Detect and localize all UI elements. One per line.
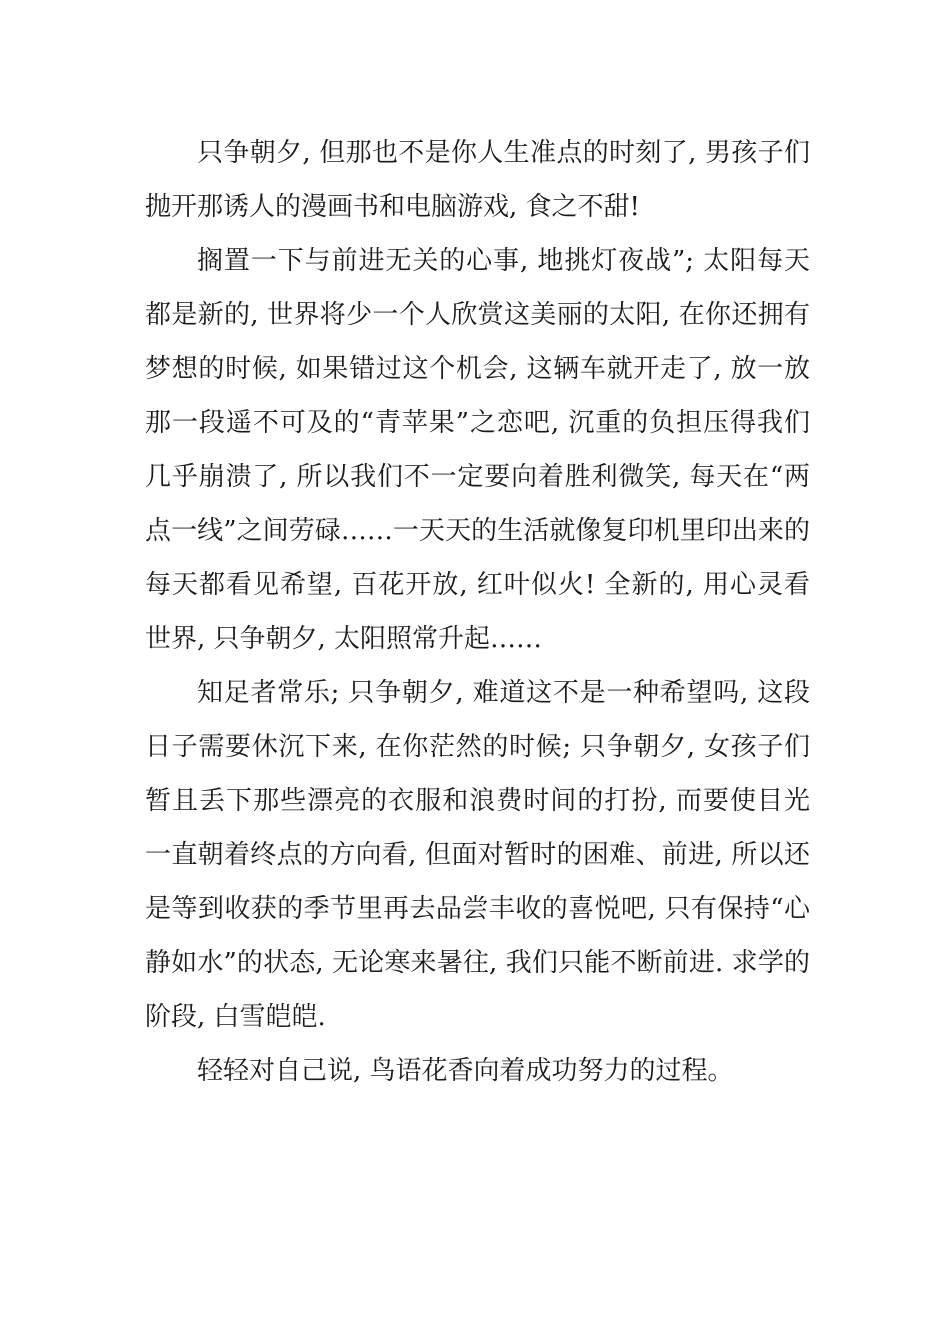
paragraph: 知足者常乐; 只争朝夕, 难道这不是一种希望吗, 这段日子需要休沉下来, 在你茫然的时候; 只争朝夕, 女孩子们暂且丢下那些漂亮的衣服和浪费时间的打扮, 而要使目光一直朝着终点的方向看, 但面对暂时的困难、前进, 所以还是等到收获的季节里再去品尝丰收的喜悦吧, 只有保持“心静如水”的状态, 无论寒来暑往, 我们只能不断前进. 求学的阶段, 白雪皑皑.	[145, 678, 810, 1032]
document-body	[145, 126, 810, 1098]
paragraph: 搁置一下与前进无关的心事, 地挑灯夜战”; 太阳每天都是新的, 世界将少一个人欣赏这美丽的太阳, 在你还拥有梦想的时候, 如果错过这个机会, 这辆车就开走了, 放一放那一段遥不可及的“青苹果”之恋吧, 沉重的负担压得我们几乎崩溃了, 所以我们不一定要向着胜利微笑, 每天在“两点一线”之间劳碌……一天天的生活就像复印机里印出来的每天都看见希望, 百花开放, 红叶似火! 全新的, 用心灵看世界, 只争朝夕, 太阳照常升起……	[145, 246, 810, 654]
paragraph: 只争朝夕, 但那也不是你人生准点的时刻了, 男孩子们抛开那诱人的漫画书和电脑游戏, 食之不甜!	[145, 138, 810, 222]
paragraph: 轻轻对自己说, 鸟语花香向着成功努力的过程。	[197, 1056, 734, 1086]
